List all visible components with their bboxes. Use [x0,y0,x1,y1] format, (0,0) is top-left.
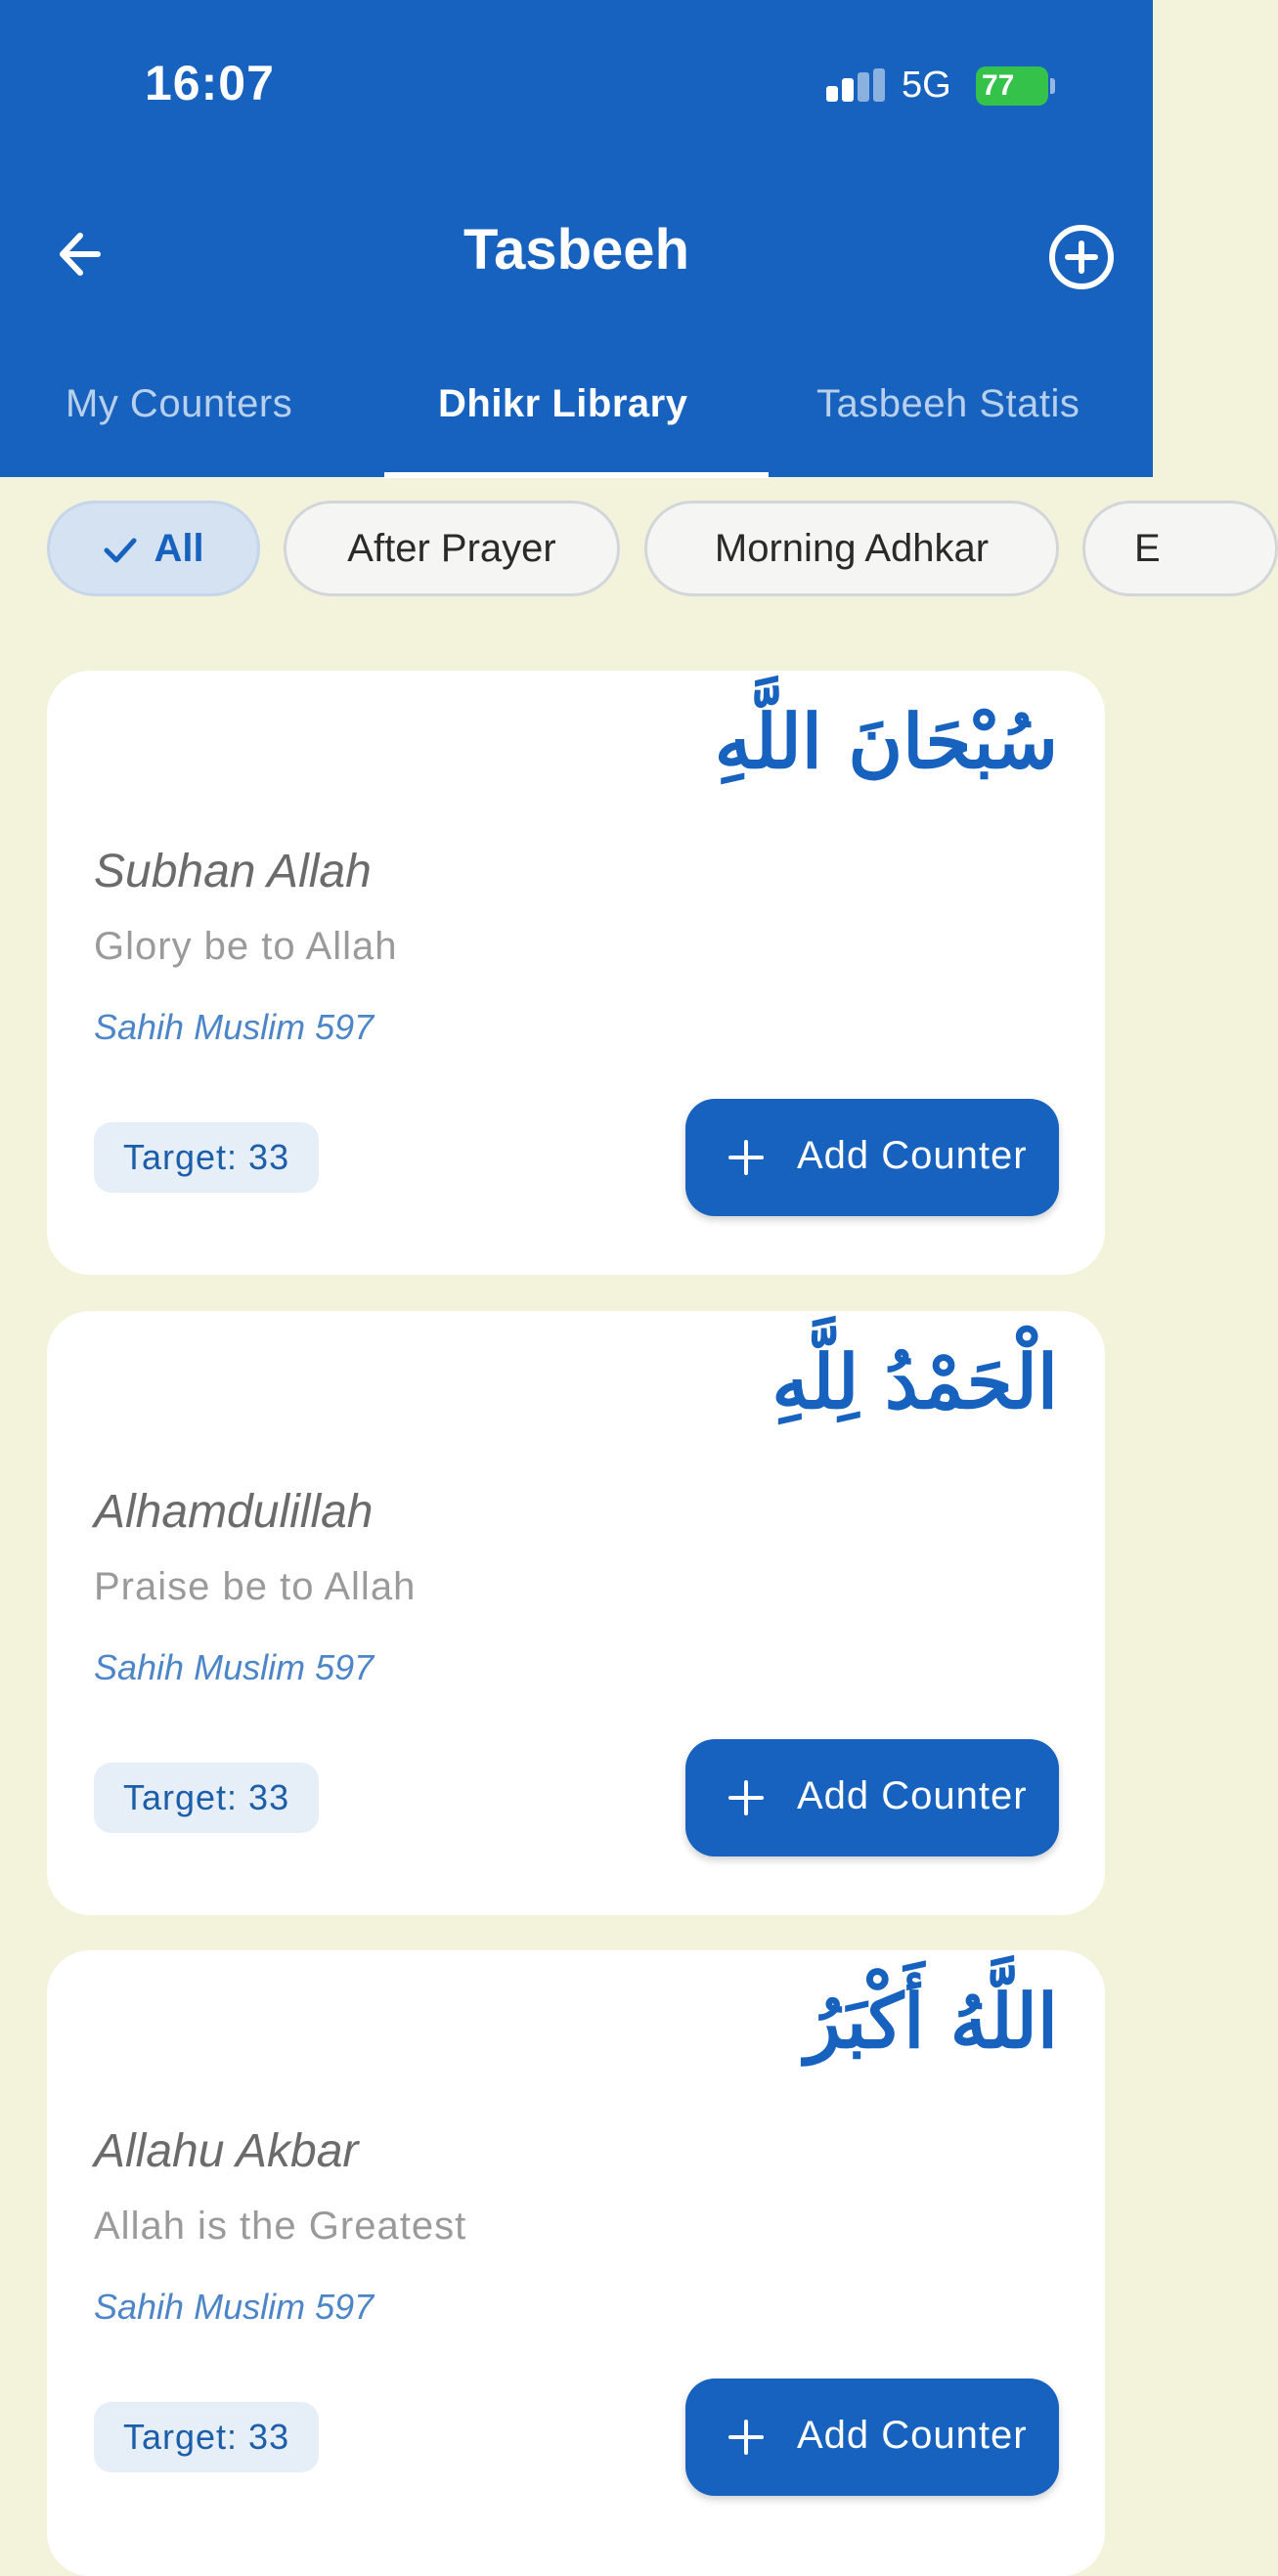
status-time: 16:07 [145,56,275,110]
filter-chip-all[interactable] [47,501,260,596]
add-counter-button[interactable] [685,2379,1059,2496]
transliteration: Allahu Akbar [94,2125,359,2177]
target-badge: Target: 33 [94,1763,319,1833]
target-badge: Target: 33 [94,1122,319,1193]
tab-indicator [384,472,769,478]
tab-my-counters[interactable]: My Counters [66,382,293,425]
signal-icon [826,68,885,108]
network-type: 5G [902,65,951,106]
app-header [0,0,1153,477]
page-title: Tasbeeh [463,218,689,282]
battery-icon: 77 [976,66,1048,106]
target-badge: Target: 33 [94,2402,319,2472]
filter-chip-morning-adhkar[interactable]: Morning Adhkar [644,501,1059,596]
plus-icon [727,1778,766,1817]
tab-dhikr-library[interactable]: Dhikr Library [438,382,688,425]
dhikr-card [47,1950,1105,2576]
source-reference: Sahih Muslim 597 [94,1647,375,1687]
filter-chips [0,501,1161,602]
source-reference: Sahih Muslim 597 [94,1007,375,1047]
dhikr-card [47,671,1105,1275]
arabic-text: سُبْحَانَ اللَّهِ [714,698,1058,785]
filter-chip-evening[interactable]: E [1082,501,1278,596]
add-counter-button[interactable] [685,1099,1059,1216]
add-counter-label: Add Counter [797,1134,1028,1177]
meaning: Praise be to Allah [94,1565,417,1608]
filter-chip-label: All [154,527,204,570]
plus-icon [727,2418,766,2457]
transliteration: Subhan Allah [94,846,372,897]
add-circle-icon[interactable] [1044,220,1119,294]
tab-tasbeeh-statistics[interactable]: Tasbeeh Statis [816,382,1080,425]
arabic-text: اللَّهُ أَكْبَرُ [805,1978,1058,2065]
meaning: Glory be to Allah [94,925,398,968]
add-counter-label: Add Counter [797,2414,1028,2457]
meaning: Allah is the Greatest [94,2205,467,2248]
battery-tip [1050,78,1055,94]
add-counter-label: Add Counter [797,1774,1028,1817]
check-icon [103,533,138,568]
transliteration: Alhamdulillah [94,1486,374,1538]
plus-icon [727,1138,766,1177]
source-reference: Sahih Muslim 597 [94,2287,375,2327]
arabic-text: الْحَمْدُ لِلَّهِ [771,1338,1058,1425]
dhikr-card [47,1311,1105,1915]
tab-bar [0,357,1153,477]
filter-chip-after-prayer[interactable]: After Prayer [284,501,620,596]
add-counter-button[interactable] [685,1739,1059,1856]
